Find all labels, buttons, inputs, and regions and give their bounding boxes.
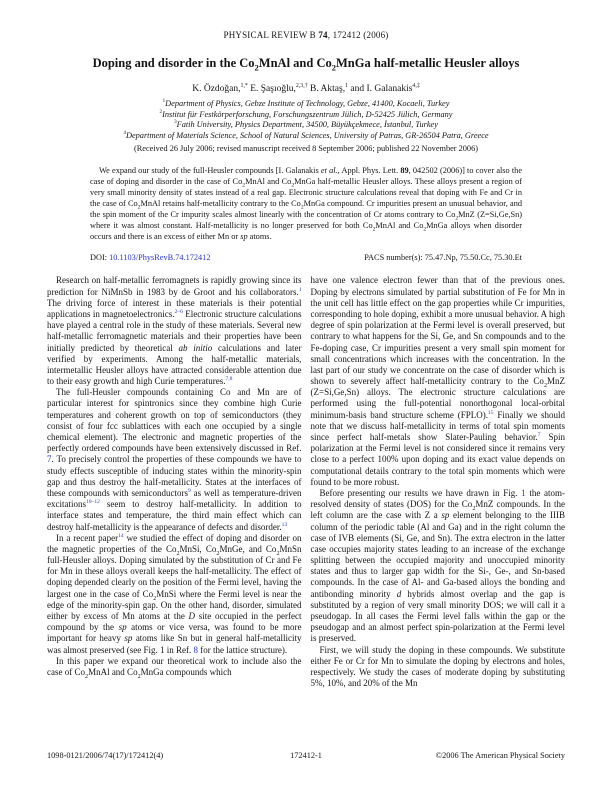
paragraph: The full-Heusler compounds containing Co and Mn are of particular interest for spintronics since they combine high Curie temperatures and coherent growth on top of semiconductors (they consist of four fcc sublattices with each one occupied by a single chemical element). The electronic and magnetic properties of the perfectly ordered compounds have been extensively discussed in Ref. 7. To precisely control the properties of these compounds we have to study effects susceptible of inducing states within the minority-spin gap and thus destroy the half-metallicity. States at the interfaces of these compounds with semiconductors$^9$ as well as temperature-driven excitations$^{10-12}$ seem to destroy half-metallicity. In addition to interface states and temperature, the third main effect which can destroy half-metallicity is the appearance of defects and disorder.$^{13}$ — [47, 387, 302, 532]
affiliation-line: $^4$Department of Materials Science, School of Natural Sciences, University of Patras, GR-26504 Patra, Greece — [123, 130, 489, 140]
affiliation-line: $^3$Fatih University, Physics Department, 34500, Büyükçekmece, İstanbul, Turkey — [174, 119, 438, 130]
authors-line: K. Özdoğan,$^{1,*}$ E. Şaşıoğlu,$^{2,3,\dagger}$ B. Aktaş,$^1$ and I. Galanakis$^{4,\ddagger}$ — [192, 82, 420, 94]
doi-pacs-row — [90, 253, 522, 262]
doi-label: DOI: — [90, 253, 108, 263]
right-column — [311, 275, 566, 689]
received-line: (Received 26 July 2006; revised manuscript received 8 September 2006; published 22 November 2006) — [133, 144, 478, 154]
journal-header: PHYSICAL REVIEW B 74, 172412 (2006) — [223, 30, 389, 40]
body-columns — [47, 275, 565, 689]
left-column — [47, 275, 302, 689]
footer-page-number: 172412-1 — [290, 751, 322, 760]
abstract: We expand our study of the full-Heusler compounds [I. Galanakis et al., Appl. Phys. Lett. 89, 042502 (2006)] to cover also the case of doping and disorder in the case of $Co_2MnAl$ and $Co_2MnGa$ half-metallic Heusler alloys. These alloys present a region of very small minority density of states instead of a real gap. Electronic structure calculations reveal that doping with Fe and Cr in the case of $Co_2MnAl$ retains half-metallicity contrary to the $Co_2MnGa$ compound. Cr impurities present an unusual behavior, and the spin moment of the Cr impurity scales almost linearly with the concentration of Cr atoms contrary to $Co_2MnZ$ (Z=Si,Ge,Sn) where it was almost constant. Half-metallicity is no longer preserved for both $Co_2MnAl$ and $Co_2MnGa$ alloys when disorder occurs and there is an excess of either Mn or sp atoms. — [90, 166, 523, 242]
paragraph: Before presenting our results we have drawn in Fig. 1 the atom-resolved density of states (DOS) for the $Co_2MnZ$ compounds. In the left column are the case with Z a sp element belonging to the IIIB column of the periodic table (Al and Ga) and in the right column the case of IVB elements (Si, Ge, and Sn). The extra electron in the latter case occupies majority states leading to an increase of the exchange splitting between the occupied majority and unoccupied minority states and thus to larger gap width for the Si-, Ge-, and Sn-based compounds. In the case of Al- and Ga-based alloys the bonding and antibonding minority d hybrids almost overlap and the gap is substituted by a region of very small minority DOS; we will call it a pseudogap. In all cases the Fermi level falls within the gap or the pseudogap and an almost perfect spin-polarization at the Fermi level is preserved. — [310, 487, 565, 644]
doi-link[interactable]: 10.1103/PhysRevB.74.172412 — [109, 253, 211, 263]
pacs-numbers: PACS number(s): 75.47.Np, 75.50.Cc, 75.30.Et — [364, 253, 522, 263]
affiliations-block — [47, 99, 565, 141]
affiliation-line: $^1$Department of Physics, Gebze Institute of Technology, Gebze, 41400, Kocaeli, Turkey — [162, 98, 450, 108]
paragraph: have one valence electron fewer than that of the previous ones. Doping by electrons simulated by partial substitution of Fe for Mn in the unit cell has little effect on the gap properties while Cr impurities, corresponding to hole doping, exhibit a more unusual behavior. A high degree of spin polarization at the Fermi level is overall preserved, but contrary to what happens for the Si, Ge, and Sn compounds and to the Fe-doping case, Cr impurities present a very small spin moment for small concentrations which increases with the concentration. In the last part of our study we concentrate on the case of disorder which is shown to severely affect half-metallicity contrary to the $Co_2MnZ$ (Z=Si,Ge,Sn) alloys. The electronic structure calculations are performed using the full-potential nonorthogonal local-orbital minimum-basis band structure scheme (FPLO).$^{15}$ Finally we should note that we discuss half-metallicity in terms of total spin moments since perfect half-metals show Slater-Pauling behavior.$^7$ Spin polarization at the Fermi level is not considered since it remains very close to a perfect 100% upon doping and its exact value depends on computational details contrary to the total spin moments which were found to be more robust. — [310, 275, 565, 487]
doi-block — [90, 253, 210, 262]
paragraph: In this paper we expand our theoretical work to include also the case of $Co_2MnAl$ and $Co_2MnGa$ compounds which — [47, 655, 302, 680]
paragraph: In a recent paper$^{14}$ we studied the effect of doping and disorder on the magnetic properties of the $Co_2MnSi$, $Co_2MnGe$, and $Co_2MnSn$ full-Heusler alloys. Doping simulated by the substitution of Cr and Fe for Mn in these alloys overall keeps the half-metallicity. The effect of doping depended clearly on the position of the Fermi level, having the largest one in the case of $Co_2MnSi$ where the Fermi level is near the edge of the minority-spin gap. On the other hand, disorder, simulated either by excess of Mn atoms at the D site occupied in the perfect compound by the sp atoms or vice versa, was found to be more important for heavy sp atoms like Sn but in general half-metallicity was almost preserved (see Fig. 1 in Ref. 8 for the lattice structure). — [47, 532, 302, 655]
footer-issn-code: 1098-0121/2006/74(17)/172412(4) — [47, 751, 164, 760]
paragraph: Research on half-metallic ferromagnets is rapidly growing since its prediction for NiMnSb in 1983 by de Groot and his collaborators.$^1$ The driving force of interest in these materials is their potential applications in magnetoelectronics.$^{2-6}$ Electronic structure calculations have played a central role in the study of these materials. Several new half-metallic ferromagnetic materials and their properties have been initially predicted by theoretical ab initio calculations and later verified by experiments. Among the half-metallic materials, intermetallic Heusler alloys have attracted considerable attention due to their easy growth and high Curie temperatures.$^{7,8}$ — [47, 275, 302, 387]
footer-copyright: ©2006 The American Physical Society — [435, 751, 565, 760]
paragraph: First, we will study the doping in these compounds. We substitute either Fe or Cr for Mn to simulate the doping by electrons and holes, respectively. We study the cases of moderate doping by substituting 5%, 10%, and 20% of the Mn — [310, 644, 565, 689]
page-footer — [47, 751, 565, 760]
paper-title: Doping and disorder in the $Co_2MnAl$ and $Co_2MnGa$ half-metallic Heusler alloys — [92, 56, 520, 73]
affiliation-line: $^2$Institut für Festkörperforschung, Forschungszentrum Jülich, D-52425 Jülich, Germany — [159, 108, 453, 119]
